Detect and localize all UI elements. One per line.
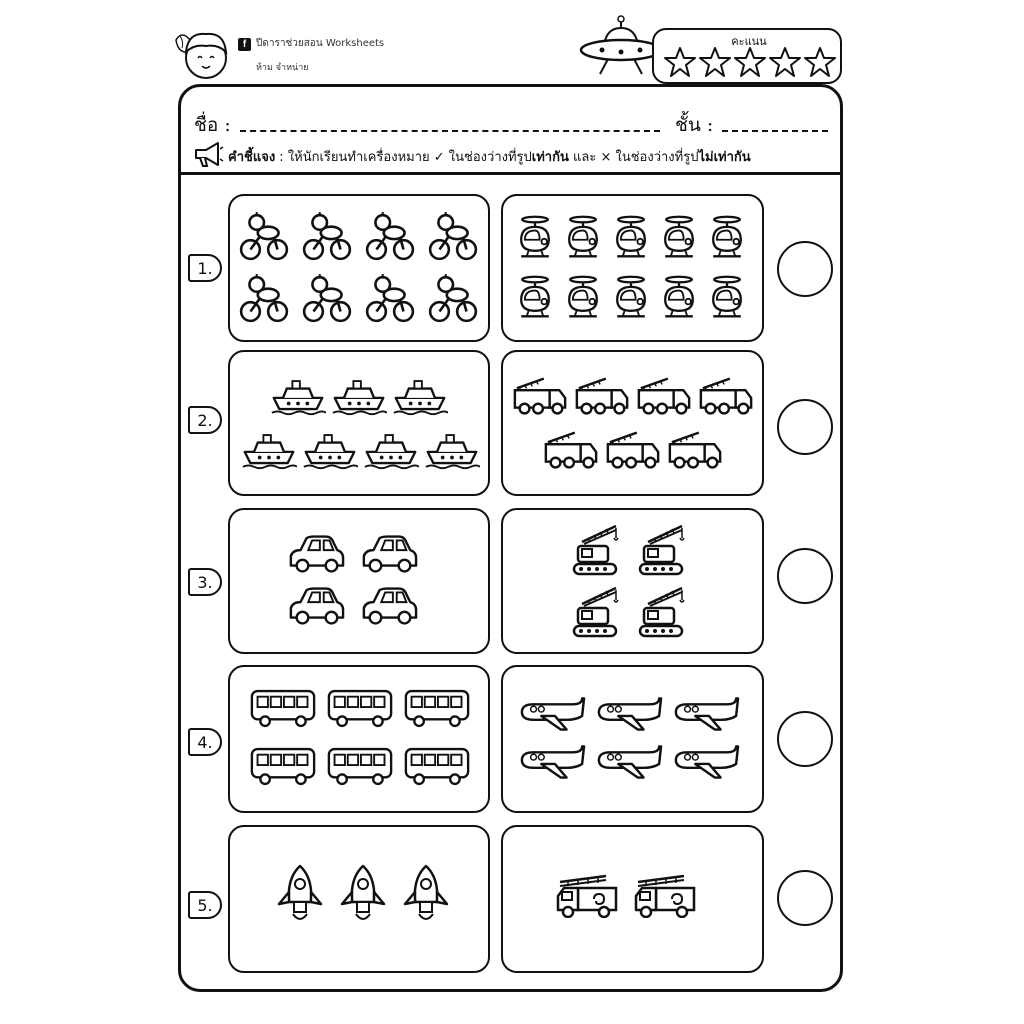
ship-icon xyxy=(302,430,358,470)
motorcycle-icon xyxy=(238,272,290,324)
answer-circle[interactable] xyxy=(777,711,833,767)
motorcycle-icon xyxy=(364,272,416,324)
rocket-icon xyxy=(274,864,326,924)
motorcycle-icon xyxy=(427,210,479,262)
motorcycle-icon xyxy=(238,210,290,262)
car-icon xyxy=(360,532,418,576)
facebook-icon: f xyxy=(238,38,251,51)
car-icon xyxy=(287,532,345,576)
airplane-icon xyxy=(672,694,740,734)
star-icon xyxy=(664,46,696,78)
airplane-icon xyxy=(518,742,586,782)
instruction-part: ในช่องว่างที่รูป xyxy=(444,150,532,165)
right-panel xyxy=(501,665,764,813)
fire-truck-icon xyxy=(666,430,724,470)
bus-icon xyxy=(250,744,316,788)
crane-icon xyxy=(572,584,622,640)
question-number: 4. xyxy=(188,728,222,756)
crane-icon xyxy=(638,522,688,578)
not-equal-label: ไม่เท่ากัน xyxy=(698,150,751,165)
helicopter-icon xyxy=(512,212,558,262)
answer-circle[interactable] xyxy=(777,548,833,604)
left-panel xyxy=(228,508,490,654)
crane-icon xyxy=(638,584,688,640)
answer-circle[interactable] xyxy=(777,399,833,455)
ship-icon xyxy=(270,376,326,416)
fire-truck-icon xyxy=(542,430,600,470)
helicopter-icon xyxy=(560,212,606,262)
fire-engine-icon xyxy=(556,874,620,918)
star-icon xyxy=(734,46,766,78)
bus-icon xyxy=(250,686,316,730)
answer-circle[interactable] xyxy=(777,870,833,926)
brand-name: ปีดาราช่วยสอน Worksheets xyxy=(256,38,385,49)
car-icon xyxy=(360,584,418,628)
header-divider xyxy=(178,172,843,175)
name-field[interactable] xyxy=(240,130,660,132)
question-number: 3. xyxy=(188,568,222,596)
instruction-label: คำชี้แจง xyxy=(228,150,276,165)
helicopter-icon xyxy=(560,272,606,322)
bus-icon xyxy=(404,744,470,788)
instruction-part: ในช่องว่างที่รูป xyxy=(611,150,699,165)
question-number: 1. xyxy=(188,254,222,282)
cross-mark: × xyxy=(600,150,612,165)
fire-engine-icon xyxy=(634,874,698,918)
rocket-icon xyxy=(400,864,452,924)
star-icon xyxy=(699,46,731,78)
fire-truck-icon xyxy=(635,376,693,416)
motorcycle-icon xyxy=(301,210,353,262)
airplane-icon xyxy=(672,742,740,782)
score-label: คะแนน xyxy=(731,35,767,48)
star-icon xyxy=(769,46,801,78)
airplane-icon xyxy=(518,694,586,734)
instruction-part: : ให้นักเรียนทำเครื่องหมาย xyxy=(275,150,434,165)
fire-truck-icon xyxy=(697,376,755,416)
motorcycle-icon xyxy=(427,272,479,324)
ship-icon xyxy=(424,430,480,470)
ship-icon xyxy=(241,430,297,470)
airplane-icon xyxy=(595,742,663,782)
check-mark: ✓ xyxy=(433,150,445,165)
megaphone-icon xyxy=(192,140,224,168)
bus-icon xyxy=(327,744,393,788)
girl-face-icon xyxy=(174,22,234,82)
ship-icon xyxy=(363,430,419,470)
ship-icon xyxy=(331,376,387,416)
left-panel xyxy=(228,350,490,496)
right-panel xyxy=(501,350,764,496)
instruction-part: และ xyxy=(568,150,601,165)
right-panel xyxy=(501,825,764,973)
crane-icon xyxy=(572,522,622,578)
class-field[interactable] xyxy=(722,130,828,132)
score-box xyxy=(652,28,842,84)
equal-label: เท่ากัน xyxy=(531,150,569,165)
question-number: 5. xyxy=(188,891,222,919)
helicopter-icon xyxy=(704,272,750,322)
class-label: ชั้น : xyxy=(675,114,714,136)
right-panel xyxy=(501,508,764,654)
instruction-text xyxy=(228,146,751,167)
fire-truck-icon xyxy=(573,376,631,416)
motorcycle-icon xyxy=(364,210,416,262)
fire-truck-icon xyxy=(604,430,662,470)
car-icon xyxy=(287,584,345,628)
helicopter-icon xyxy=(656,212,702,262)
name-label: ชื่อ : xyxy=(194,114,231,136)
question-number: 2. xyxy=(188,406,222,434)
rocket-icon xyxy=(337,864,389,924)
bus-icon xyxy=(327,686,393,730)
airplane-icon xyxy=(595,694,663,734)
helicopter-icon xyxy=(608,272,654,322)
helicopter-icon xyxy=(512,272,558,322)
answer-circle[interactable] xyxy=(777,241,833,297)
helicopter-icon xyxy=(608,212,654,262)
ship-icon xyxy=(392,376,448,416)
bus-icon xyxy=(404,686,470,730)
motorcycle-icon xyxy=(301,272,353,324)
brand-subtitle: ห้าม จำหน่าย xyxy=(256,63,309,73)
star-icon xyxy=(804,46,836,78)
helicopter-icon xyxy=(704,212,750,262)
fire-truck-icon xyxy=(511,376,569,416)
helicopter-icon xyxy=(656,272,702,322)
